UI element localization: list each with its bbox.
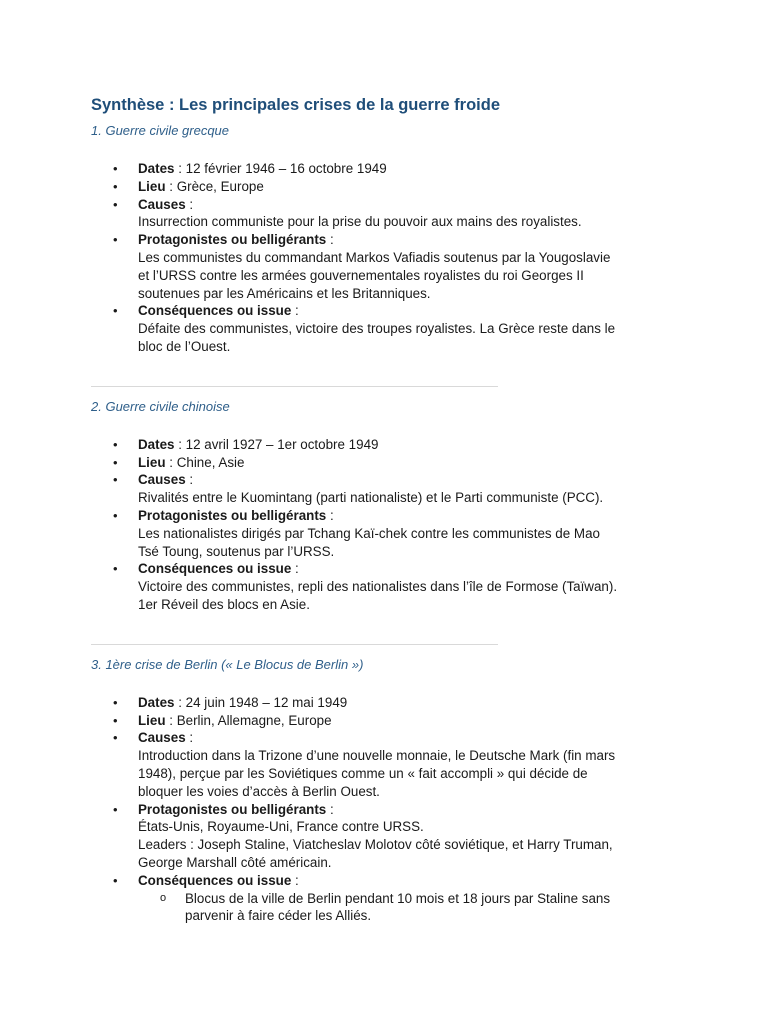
separator: : — [326, 801, 334, 817]
protagonistes-text: George Marshall côté américain. — [138, 854, 332, 870]
list-item-dates — [91, 694, 681, 712]
bullet-icon: • — [113, 872, 118, 888]
list-item-lieu — [91, 712, 681, 730]
causes-label: Causes — [138, 730, 186, 746]
protagonistes-text: Leaders : Joseph Staline, Viatcheslav Molotov côté soviétique, et Harry Truman, — [138, 837, 613, 853]
section-heading: 3. 1ère crise de Berlin (« Le Blocus de Berlin ») — [91, 656, 364, 672]
bullet-icon: • — [113, 303, 118, 319]
list-item-protagonistes — [91, 801, 681, 872]
separator: : — [165, 178, 177, 194]
list-item-dates — [91, 436, 681, 454]
dates-value: 12 avril 1927 – 1er octobre 1949 — [185, 436, 379, 452]
separator: : — [326, 232, 334, 248]
bullet-icon: • — [113, 178, 118, 194]
causes-text: Insurrection communiste pour la prise du pouvoir aux mains des royalistes. — [138, 214, 582, 230]
section-greek-civil-war — [91, 122, 681, 387]
protagonistes-text: soutenues par les Américains et les Britanniques. — [138, 285, 431, 301]
separator: : — [165, 712, 177, 728]
causes-text: bloquer les voies d’accès à Berlin Ouest. — [138, 783, 380, 799]
separator: : — [291, 303, 299, 319]
protagonistes-label: Protagonistes ou belligérants — [138, 801, 327, 817]
separator: : — [174, 161, 186, 176]
protagonistes-label: Protagonistes ou belligérants — [138, 507, 327, 523]
consequences-text: 1er Réveil des blocs en Asie. — [138, 596, 310, 612]
list-item-causes — [91, 729, 681, 800]
list-item-causes — [91, 471, 681, 507]
consequences-label: Conséquences ou issue — [138, 303, 292, 319]
dates-label: Dates — [138, 694, 175, 710]
protagonistes-text: et l’URSS contre les armées gouvernementales royalistes du roi Georges II — [138, 267, 584, 283]
list-item-dates — [91, 160, 681, 178]
bullet-icon: • — [113, 801, 118, 817]
section-chinese-civil-war — [91, 398, 681, 645]
section-berlin-blockade — [91, 656, 681, 925]
consequences-sub-text: parvenir à faire céder les Alliés. — [185, 908, 372, 924]
list-item-consequences — [91, 872, 681, 925]
separator: : — [185, 196, 194, 212]
bullet-icon: • — [113, 730, 118, 746]
list-item-lieu — [91, 178, 681, 196]
section-divider — [91, 386, 498, 387]
causes-label: Causes — [138, 472, 186, 488]
consequences-sub-text: Blocus de la ville de Berlin pendant 10 mois et 18 jours par Staline sans — [185, 890, 611, 906]
list-item-protagonistes — [91, 231, 681, 302]
list-item-protagonistes — [91, 507, 681, 560]
separator: : — [174, 436, 186, 452]
consequences-label: Conséquences ou issue — [138, 561, 292, 577]
list-item-lieu — [91, 454, 681, 472]
section-heading: 2. Guerre civile chinoise — [91, 398, 230, 414]
causes-text: Rivalités entre le Kuomintang (parti nationaliste) et le Parti communiste (PCC). — [138, 490, 604, 506]
protagonistes-text: Les communistes du commandant Markos Vafiadis soutenus par la Yougoslavie — [138, 249, 611, 265]
document-title: Synthèse : Les principales crises de la guerre froide — [91, 96, 500, 114]
section-list — [91, 694, 681, 925]
consequences-text: bloc de l’Ouest. — [138, 338, 231, 354]
separator: : — [165, 454, 177, 470]
list-item-causes — [91, 196, 681, 232]
lieu-label: Lieu — [138, 178, 166, 194]
bullet-icon: • — [113, 712, 118, 728]
causes-label: Causes — [138, 196, 186, 212]
protagonistes-text: États-Unis, Royaume-Uni, France contre URSS. — [138, 819, 424, 835]
bullet-icon: • — [113, 232, 118, 248]
section-divider — [91, 644, 498, 645]
section-list — [91, 160, 681, 356]
bullet-icon: • — [113, 694, 118, 710]
bullet-icon: • — [113, 436, 118, 452]
separator: : — [185, 730, 194, 746]
section-heading: 1. Guerre civile grecque — [91, 123, 230, 138]
list-item-consequences — [91, 302, 681, 355]
lieu-value: Chine, Asie — [176, 454, 245, 470]
separator: : — [174, 694, 186, 710]
dates-label: Dates — [138, 436, 175, 452]
separator: : — [291, 872, 299, 888]
sub-list-item — [138, 890, 681, 926]
lieu-label: Lieu — [138, 712, 166, 728]
protagonistes-label: Protagonistes ou belligérants — [138, 232, 327, 248]
causes-text: Introduction dans la Trizone d’une nouvelle monnaie, le Deutsche Mark (fin mars — [138, 748, 616, 764]
bullet-icon: • — [113, 161, 118, 176]
lieu-label: Lieu — [138, 454, 166, 470]
bullet-icon: • — [113, 196, 118, 212]
sub-list — [138, 890, 681, 926]
bullet-icon: • — [113, 454, 118, 470]
bullet-icon: • — [113, 561, 118, 577]
separator: : — [185, 472, 194, 488]
dates-label: Dates — [138, 161, 175, 176]
bullet-icon: • — [113, 507, 118, 523]
lieu-value: Berlin, Allemagne, Europe — [176, 712, 332, 728]
separator: : — [326, 507, 334, 523]
list-item-consequences — [91, 560, 681, 613]
bullet-icon: • — [113, 472, 118, 488]
section-list — [91, 436, 681, 614]
protagonistes-text: Les nationalistes dirigés par Tchang Kaï-chek contre les communistes de Mao — [138, 525, 600, 541]
consequences-label: Conséquences ou issue — [138, 872, 292, 888]
causes-text: 1948), perçue par les Soviétiques comme un « fait accompli » qui décide de — [138, 765, 588, 781]
dates-value: 24 juin 1948 – 12 mai 1949 — [185, 694, 348, 710]
separator: : — [291, 561, 299, 577]
circle-bullet-icon: o — [160, 891, 167, 904]
lieu-value: Grèce, Europe — [176, 178, 264, 194]
consequences-text: Victoire des communistes, repli des nationalistes dans l’île de Formose (Taïwan). — [138, 579, 618, 595]
dates-value: 12 février 1946 – 16 octobre 1949 — [185, 161, 387, 176]
consequences-text: Défaite des communistes, victoire des troupes royalistes. La Grèce reste dans le — [138, 321, 616, 337]
protagonistes-text: Tsé Toung, soutenus par l’URSS. — [138, 543, 335, 559]
document-content — [91, 95, 681, 925]
